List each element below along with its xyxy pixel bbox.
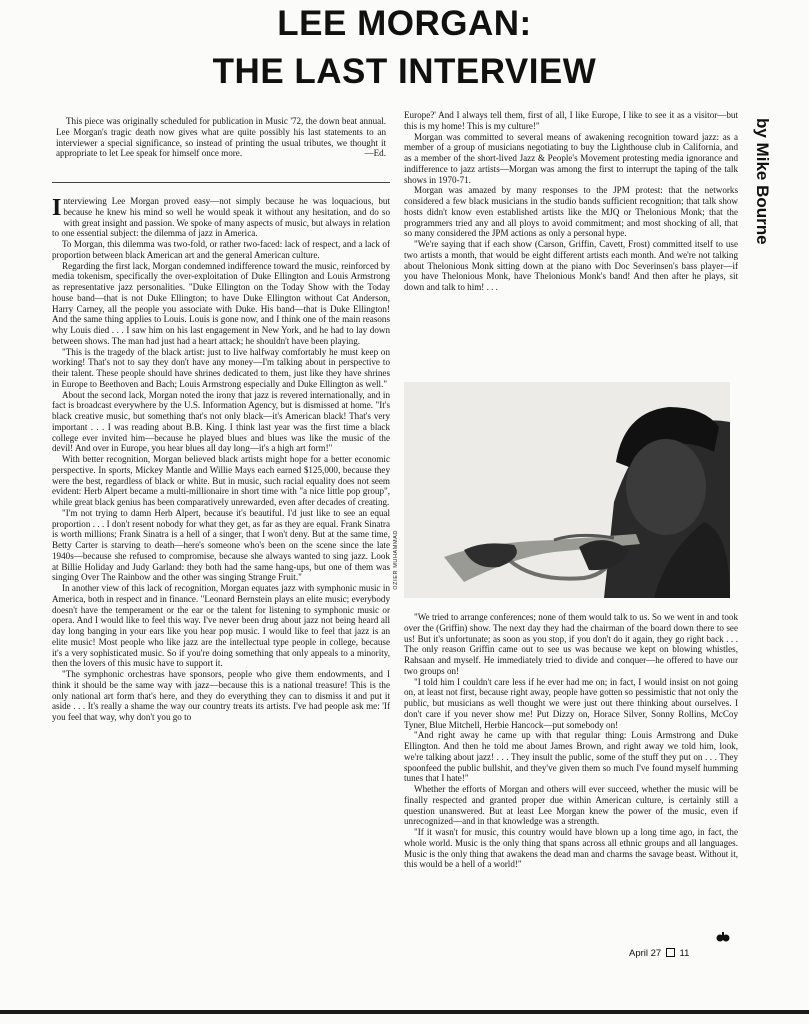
editor-signature: —Ed.	[364, 148, 386, 159]
right-paragraph: "If it wasn't for music, this country would have blown up a long time ago, in fact, the whole world. Music is the only thing that spans across all ethnic groups and all languages. Music is the only thing that awakens the dead man and charms the savage beast. Without it, this would be a hell of a world!"	[404, 827, 738, 870]
left-paragraph: To Morgan, this dilemma was two-fold, or rather two-faced: lack of respect, and a lack of proportion between black American art and the general American culture.	[52, 239, 390, 260]
drop-cap: I	[52, 195, 62, 221]
end-mark-icon	[716, 932, 730, 942]
intro-text: This piece was originally scheduled for publication in Music '72, the down beat annual. Lee Morgan's tragic death now gives what are quite possibly his last statements to an interviewer a special significance, so instead of printing the usual tributes, we thought it appropriate to let Lee speak for himself once more.	[56, 116, 386, 159]
right-paragraph: "I told him I couldn't care less if he ever had me on; in fact, I would insist on not going on, at least not first, because right away, people have gotten so pessimistic that not only the public, but musicians as well thought we were just out there thinking about ourselves. I don't care if you never show me! Put Dizzy on, Horace Silver, Sonny Rollins, McCoy Tyner, Blue Mitchell, Herbie Hancock—put somebody on!	[404, 676, 738, 730]
bottom-rule	[0, 1010, 809, 1014]
right-paragraph: Europe?' And I always tell them, first of all, I like Europe, I like to see it as a visitor—but this is my home! This is my culture!"	[404, 110, 738, 131]
title-line-2: THE LAST INTERVIEW	[212, 52, 597, 91]
page-footer	[629, 948, 689, 959]
right-paragraph: "We're saying that if each show (Carson, Griffin, Cavett, Frost) committed itself to use two artists a month, that would be eight different artists each month. And we're not talking about Thelonious Monk sitting down at the piano with Doc Severinsen's bass player—if you have Thelonious Monk, have Thelonious Monk's band! And then after he plays, sit down and talk to him! . . .	[404, 239, 738, 292]
issue-date: April 27	[629, 948, 662, 959]
right-column-top	[404, 110, 738, 293]
right-paragraph: Morgan was committed to several means of awakening recognition toward jazz: as a member of a group of musicians negotiating to buy the Lighthouse club in California, and as a member of the short-lived Jazz & People's Movement protesting media ignorance and indifference to jazz artists—Morgan was among the first to interrupt the taping of the talk shows in 1970-71.	[404, 131, 738, 185]
trumpet-player-photo	[404, 382, 730, 598]
left-column	[52, 196, 390, 723]
right-paragraph: Morgan was amazed by many responses to the JPM protest: that the networks considered a few black musicians in the studio bands sufficient recognition; that talk show hosts didn't know even established artists like the MJQ or Thelonious Monk; that the programmers tried any and all ploys to avoid commitment; and most shocking of all, that so many considered the JPM actions as only a personal hype.	[404, 185, 738, 239]
title-line-1: LEE MORGAN:	[277, 4, 532, 43]
right-column-bottom	[404, 612, 738, 870]
left-paragraph: Regarding the first lack, Morgan condemned indifference toward the music, reinforced by media tokenism, specifically the over-exploitation of Duke Ellington and Louis Armstrong as representative jazz personalities. "Duke Ellington on the Today Show with the Today house band—that is not Duke Ellington; to have Duke Ellington without Cat Anderson, Harry Carney, all the people you associate with Duke. His band—that is Duke Ellington! And the same thing applies to Louis. Louis is gone now, and I think one of the main reasons why Louis died . . . I saw him on his last engagement in New York, and he had to lay down between shows. The man had just had a heart attack; he shouldn't have been playing.	[52, 260, 390, 346]
left-paragraph-0: Interviewing Lee Morgan proved easy—not simply because he was loquacious, but because he knew his mind so well he would speak it without any hesitation, and do so with great insight and passion. We spoke of many aspects of music, but always in relation to one essential subject: the dilemma of jazz in America.	[52, 195, 390, 239]
right-paragraph: "And right away he came up with that regular thing: Louis Armstrong and Duke Ellington. And then he told me about James Brown, and right away we told him, look, we're talking about jazz! . . . They insult the public, some of the stuff they put on . . . They spoonfeed the public bullshit, and they've given them so much I've found myself humming tunes that I hate!"	[404, 730, 738, 784]
intro-divider	[52, 182, 390, 183]
page-number: 11	[679, 948, 690, 959]
editor-intro	[56, 116, 386, 159]
photo-credit: OZIER MUHAMMAD	[393, 530, 399, 590]
right-paragraph: "We tried to arrange conferences; none of them would talk to us. So we went in and took over the (Griffin) show. The next day they had the chairman of the board down there to see us! But it's unfortunate; as soon as you stop, if you don't do it again, they go right back . . . The only reason Griffin came out to see us was because we kept on blowing whistles, Rahsaan and myself. He immediately tried to divide and conquer—he offered to have our two groups on!	[404, 612, 738, 676]
box-icon	[666, 948, 675, 957]
left-paragraph: In another view of this lack of recognition, Morgan equates jazz with symphonic music in America, both in respect and in finance. "Leonard Bernstein plays an elite music; everybody doesn't have the temperament or the ear or the talent for listening to symphonic music or opera. And I would like to feel this way. I've never been drug about jazz not being heard all day long banging in your ears like you hear pop music. I would like to feel that jazz is an elite music! Most people who like jazz are the intellectual type people in college, because it's a very sophisticated music. So if you're doing something that only appeals to a minority, then the lovers of this music have to support it.	[52, 583, 390, 669]
left-paragraph: "The symphonic orchestras have sponsors, people who give them endowments, and I think it should be the same way with jazz—because this is a national treasure! This is the only national art form that's here, and they do everything they can to dismiss it and put it aside . . . It's really a shame the way our country treats its artists. I've had people ask me: 'If you feel that way, why don't you go to	[52, 669, 390, 722]
left-paragraph: With better recognition, Morgan believed black artists might hope for a better economic perspective. In sports, Mickey Mantle and Willie Mays each earned $125,000, because they were the best, regardless of black or white. But in music, such racial equality does not seem evident: Herb Alpert became a multi-millionaire in short time with "a nice little pop group", while great black genius has been comparatively unrewarded, even after decades of creating.	[52, 454, 390, 507]
byline: by Mike Bourne	[753, 118, 772, 245]
right-paragraph: Whether the efforts of Morgan and others will ever succeed, whether the music will be finally respected and granted proper due within American culture, is certainly still a question unanswered. But at least Lee Morgan knew the power of the music, even if unrecognized—and in that knowledge was a strength.	[404, 784, 738, 827]
left-paragraph: About the second lack, Morgan noted the irony that jazz is revered internationally, and in fact is broadcast everywhere by the U.S. Information Agency, but is dismissed at home. "It's black creative music, but something that's not only black—it's American black! That's very important . . . I was reading about B.B. King. I think last year was the first time a black college ever invited him—because he played blues and blues was like the music of the devil! And over in Europe, you hear blues all day long—it's a high art form!"	[52, 389, 390, 454]
left-paragraph: "This is the tragedy of the black artist: just to live halfway comfortably he must keep on working! That's not to say they don't have any money—I'm talking about in perspective to their talent. These people should have shrines dedicated to them, just like they have shrines in Europe to Beethoven and Bach; Louis Armstrong especially and Duke Ellington as well."	[52, 346, 390, 389]
left-paragraph: "I'm not trying to damn Herb Alpert, because it's beautiful. I'd just like to see an equal proportion . . . I don't resent nobody for what they get, as far as they are equal. Frank Sinatra is worth millions; Frank Sinatra is a hell of a singer, that I won't deny. But at the same time, Betty Carter is starving to death—here's someone who's been on the scene since the late 1940s—because she refused to compromise, because she always wanted to sing jazz. Look at Billie Holiday and Judy Garland: they both had the same hang-ups, but one of them was singing Over The Rainbow and the other was singing Strange Fruit."	[52, 507, 390, 583]
photo-illustration	[404, 382, 730, 598]
